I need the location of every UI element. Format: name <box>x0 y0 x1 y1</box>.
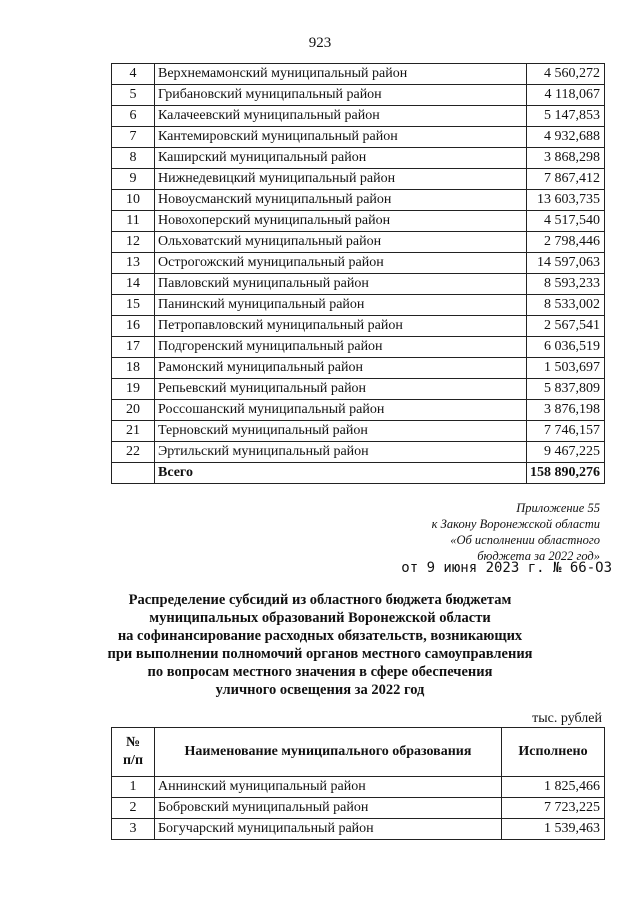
executed-amount: 7 867,412 <box>527 169 605 190</box>
appendix-line: «Об исполнении областного <box>450 533 600 547</box>
table-row <box>112 190 605 211</box>
row-number: 3 <box>112 819 155 840</box>
municipality-name: Кантемировский муниципальный район <box>155 127 527 148</box>
total-label: Всего <box>155 463 527 484</box>
total-row <box>112 463 605 484</box>
municipality-name: Ольховатский муниципальный район <box>155 232 527 253</box>
executed-amount: 3 868,298 <box>527 148 605 169</box>
executed-amount: 1 539,463 <box>502 819 605 840</box>
heading-line: на софинансирование расходных обязательств, возникающих <box>117 628 523 644</box>
table-row <box>112 148 605 169</box>
total-empty-cell <box>112 463 155 484</box>
table-row <box>112 295 605 316</box>
row-number: 7 <box>112 127 155 148</box>
executed-amount: 7 746,157 <box>527 421 605 442</box>
row-number: 18 <box>112 358 155 379</box>
row-number: 15 <box>112 295 155 316</box>
municipality-name: Новоусманский муниципальный район <box>155 190 527 211</box>
row-number: 9 <box>112 169 155 190</box>
row-number: 5 <box>112 85 155 106</box>
executed-amount: 5 147,853 <box>527 106 605 127</box>
row-number: 10 <box>112 190 155 211</box>
municipality-name: Петропавловский муниципальный район <box>155 316 527 337</box>
row-number: 14 <box>112 274 155 295</box>
row-number: 21 <box>112 421 155 442</box>
table-body <box>112 777 605 840</box>
municipality-name: Терновский муниципальный район <box>155 421 527 442</box>
table-row <box>112 127 605 148</box>
table-row <box>112 232 605 253</box>
table-row <box>112 379 605 400</box>
appendix-line: бюджета за 2022 год» <box>477 549 600 563</box>
municipality-name: Богучарский муниципальный район <box>155 819 502 840</box>
appendix-line: к Закону Воронежской области <box>431 517 600 531</box>
heading-line: уличного освещения за 2022 год <box>215 682 425 698</box>
municipality-name: Новохоперский муниципальный район <box>155 211 527 232</box>
appendix-block <box>300 500 600 564</box>
table-row <box>112 798 605 819</box>
table-row <box>112 64 605 85</box>
heading-line: Распределение субсидий из областного бюджета бюджетам <box>128 592 512 608</box>
table-row <box>112 358 605 379</box>
executed-amount: 4 932,688 <box>527 127 605 148</box>
executed-amount: 3 876,198 <box>527 400 605 421</box>
municipality-name: Бобровский муниципальный район <box>155 798 502 819</box>
row-number: 4 <box>112 64 155 85</box>
municipality-name: Подгоренский муниципальный район <box>155 337 527 358</box>
municipality-name: Верхнемамонский муниципальный район <box>155 64 527 85</box>
municipality-name: Каширский муниципальный район <box>155 148 527 169</box>
municipality-name: Аннинский муниципальный район <box>155 777 502 798</box>
row-number: 11 <box>112 211 155 232</box>
row-number: 2 <box>112 798 155 819</box>
municipality-name: Россошанский муниципальный район <box>155 400 527 421</box>
executed-amount: 14 597,063 <box>527 253 605 274</box>
table-row <box>112 169 605 190</box>
total-amount: 158 890,276 <box>527 463 605 484</box>
law-date-stamp: от 9 июня 2023 г. № 66-ОЗ <box>401 560 612 576</box>
table-header-row <box>112 728 605 777</box>
executed-amount: 5 837,809 <box>527 379 605 400</box>
table-row <box>112 777 605 798</box>
row-number: 20 <box>112 400 155 421</box>
heading-line: по вопросам местного значения в сфере обеспечения <box>147 664 493 680</box>
row-number: 1 <box>112 777 155 798</box>
table-row <box>112 274 605 295</box>
appendix-line: Приложение 55 <box>516 501 600 515</box>
executed-amount: 4 118,067 <box>527 85 605 106</box>
row-number: 6 <box>112 106 155 127</box>
municipality-name: Нижнедевицкий муниципальный район <box>155 169 527 190</box>
page-number: 923 <box>308 35 332 51</box>
municipality-name: Острогожский муниципальный район <box>155 253 527 274</box>
municipality-name: Грибановский муниципальный район <box>155 85 527 106</box>
table-row <box>112 211 605 232</box>
row-number: 13 <box>112 253 155 274</box>
row-number: 8 <box>112 148 155 169</box>
table-row <box>112 253 605 274</box>
table-row <box>112 337 605 358</box>
municipality-name: Рамонский муниципальный район <box>155 358 527 379</box>
executed-amount: 2 567,541 <box>527 316 605 337</box>
row-number: 12 <box>112 232 155 253</box>
distribution-table <box>111 727 605 840</box>
table-row <box>112 421 605 442</box>
executed-amount: 4 517,540 <box>527 211 605 232</box>
municipality-name: Калачеевский муниципальный район <box>155 106 527 127</box>
executed-amount: 8 533,002 <box>527 295 605 316</box>
executed-amount: 6 036,519 <box>527 337 605 358</box>
row-number: 16 <box>112 316 155 337</box>
document-heading <box>60 591 580 699</box>
executed-amount: 9 467,225 <box>527 442 605 463</box>
municipality-name: Эртильский муниципальный район <box>155 442 527 463</box>
executed-amount: 1 825,466 <box>502 777 605 798</box>
executed-amount: 2 798,446 <box>527 232 605 253</box>
municipality-name: Панинский муниципальный район <box>155 295 527 316</box>
table-row <box>112 316 605 337</box>
executed-amount: 8 593,233 <box>527 274 605 295</box>
header-num-text: № п/п <box>122 735 144 768</box>
table-row <box>112 106 605 127</box>
header-num <box>112 728 155 777</box>
table-row <box>112 400 605 421</box>
row-number: 17 <box>112 337 155 358</box>
municipality-name: Репьевский муниципальный район <box>155 379 527 400</box>
header-name: Наименование муниципального образования <box>155 728 502 777</box>
executed-amount: 13 603,735 <box>527 190 605 211</box>
table-row <box>112 819 605 840</box>
executed-amount: 4 560,272 <box>527 64 605 85</box>
municipality-name: Павловский муниципальный район <box>155 274 527 295</box>
heading-line: муниципальных образований Воронежской области <box>149 610 491 626</box>
table-body <box>112 64 605 484</box>
executed-amount: 1 503,697 <box>527 358 605 379</box>
distribution-table-continued <box>111 63 605 484</box>
heading-line: при выполнении полномочий органов местного самоуправления <box>107 646 533 662</box>
row-number: 19 <box>112 379 155 400</box>
header-value: Исполнено <box>502 728 605 777</box>
table-row <box>112 85 605 106</box>
executed-amount: 7 723,225 <box>502 798 605 819</box>
row-number: 22 <box>112 442 155 463</box>
units-label: тыс. рублей <box>532 711 602 726</box>
table-row <box>112 442 605 463</box>
